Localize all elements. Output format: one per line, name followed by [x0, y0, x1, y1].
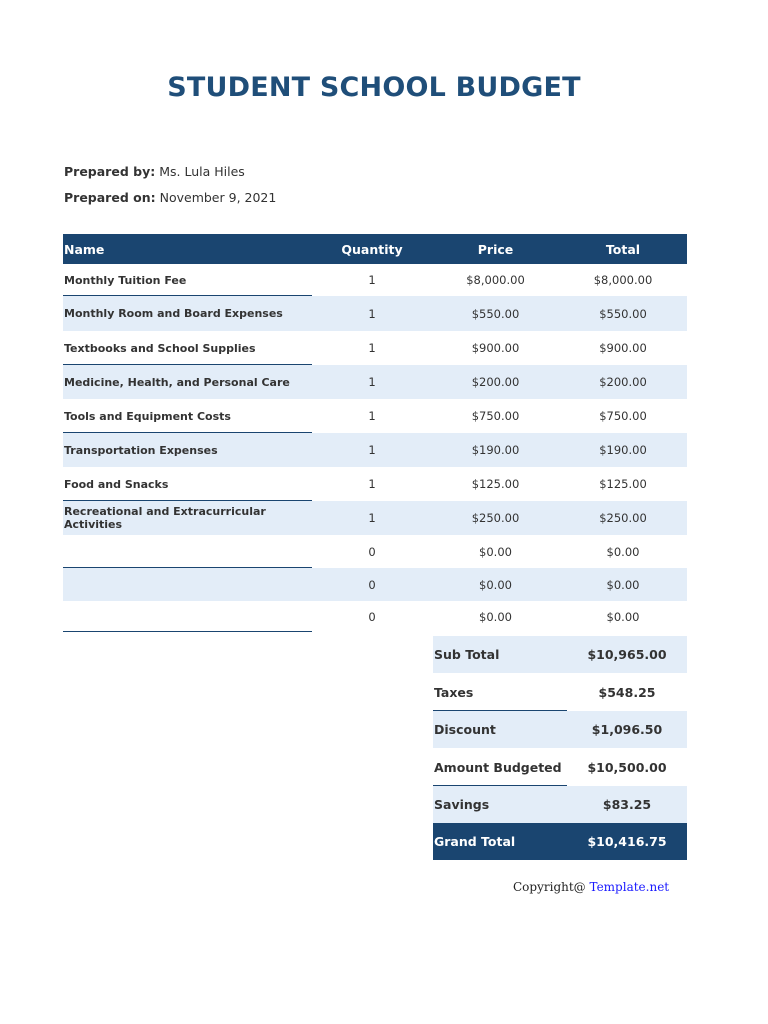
discount-row: [433, 711, 687, 748]
item-total: $0.00: [606, 577, 640, 592]
item-name: Monthly Room and Board Expenses: [64, 307, 283, 320]
prepared-by-value: Ms. Lula Hiles: [159, 164, 245, 179]
taxes-label: Taxes: [434, 684, 474, 700]
table-row: [63, 433, 687, 467]
grand-total-value: $10,416.75: [587, 834, 667, 849]
item-quantity: 1: [368, 511, 376, 525]
item-name: Food and Snacks: [64, 477, 169, 491]
prepared-by-label: Prepared by:: [64, 164, 156, 179]
table-row: [63, 331, 687, 365]
item-total: $0.00: [606, 609, 640, 624]
item-total: $0.00: [606, 544, 640, 559]
copyright-text: Copyright@: [513, 880, 590, 894]
item-name: Tools and Equipment Costs: [64, 409, 231, 423]
taxes-value: $548.25: [598, 684, 656, 700]
item-total: $900.00: [599, 341, 647, 355]
savings-value: $83.25: [602, 797, 652, 812]
item-quantity: 0: [368, 577, 376, 592]
savings-label: Savings: [434, 797, 490, 812]
amount-budgeted-label: Amount Budgeted: [434, 759, 562, 775]
amount-budgeted-row: [433, 748, 687, 786]
item-quantity: 1: [368, 341, 376, 355]
table-row: [63, 365, 687, 399]
table-row: [63, 501, 687, 535]
prepared-on-label: Prepared on:: [64, 190, 156, 205]
item-price: $550.00: [471, 306, 520, 321]
table-row: [63, 467, 687, 501]
table-row: [63, 601, 687, 632]
item-total: $550.00: [599, 306, 647, 321]
item-quantity: 1: [368, 409, 376, 423]
savings-row: [433, 786, 687, 823]
item-price: $200.00: [471, 375, 520, 389]
taxes-row: [433, 673, 687, 711]
item-quantity: 1: [368, 375, 376, 389]
header-price: Price: [477, 241, 514, 257]
table-row: [63, 535, 687, 568]
item-price: $900.00: [471, 341, 520, 355]
table-row: [63, 568, 687, 601]
item-price: $0.00: [479, 609, 512, 624]
grand-total-row: [433, 823, 687, 860]
row-underline: [63, 631, 312, 632]
item-price: $250.00: [471, 511, 520, 525]
budget-items-table: [63, 234, 687, 632]
item-total: $125.00: [599, 477, 647, 491]
item-quantity: 0: [368, 609, 376, 624]
amount-budgeted-value: $10,500.00: [587, 759, 667, 775]
item-total: $190.00: [599, 443, 647, 457]
item-total: $8,000.00: [593, 273, 653, 287]
item-price: $0.00: [479, 544, 512, 559]
header-quantity: Quantity: [341, 241, 403, 257]
item-quantity: 1: [368, 477, 376, 491]
grand-total-label: Grand Total: [434, 834, 516, 849]
header-name: Name: [64, 241, 105, 257]
page-title: STUDENT SCHOOL BUDGET: [167, 72, 581, 103]
item-price: $190.00: [471, 443, 520, 457]
prepared-by: [64, 164, 245, 179]
item-total: $250.00: [599, 511, 647, 525]
item-total: $200.00: [599, 375, 647, 389]
table-row: [63, 264, 687, 296]
template-net-link[interactable]: Template.net: [589, 880, 670, 894]
table-header: [63, 234, 687, 264]
item-quantity: 0: [368, 544, 376, 559]
table-row: [63, 399, 687, 433]
sub-total-value: $10,965.00: [587, 647, 667, 662]
summary-table: [433, 636, 687, 860]
copyright-notice: [513, 880, 669, 894]
item-name: Recreational and Extracurricular Activities: [64, 505, 266, 531]
item-quantity: 1: [368, 443, 376, 457]
item-quantity: 1: [368, 273, 376, 287]
sub-total-label: Sub Total: [434, 647, 500, 662]
item-total: $750.00: [599, 409, 647, 423]
item-quantity: 1: [368, 306, 376, 321]
discount-value: $1,096.50: [591, 722, 663, 737]
item-price: $8,000.00: [466, 273, 525, 287]
prepared-on: [64, 190, 276, 205]
prepared-on-value: November 9, 2021: [159, 190, 277, 205]
item-name: Textbooks and School Supplies: [64, 341, 256, 355]
discount-label: Discount: [434, 722, 496, 737]
item-name: Monthly Tuition Fee: [64, 273, 187, 287]
item-name: Transportation Expenses: [64, 443, 218, 457]
table-row: [63, 296, 687, 331]
item-price: $0.00: [479, 577, 512, 592]
header-total: Total: [605, 241, 641, 257]
item-price: $125.00: [471, 477, 520, 491]
sub-total-row: [433, 636, 687, 673]
item-price: $750.00: [471, 409, 520, 423]
item-name: Medicine, Health, and Personal Care: [64, 375, 290, 389]
